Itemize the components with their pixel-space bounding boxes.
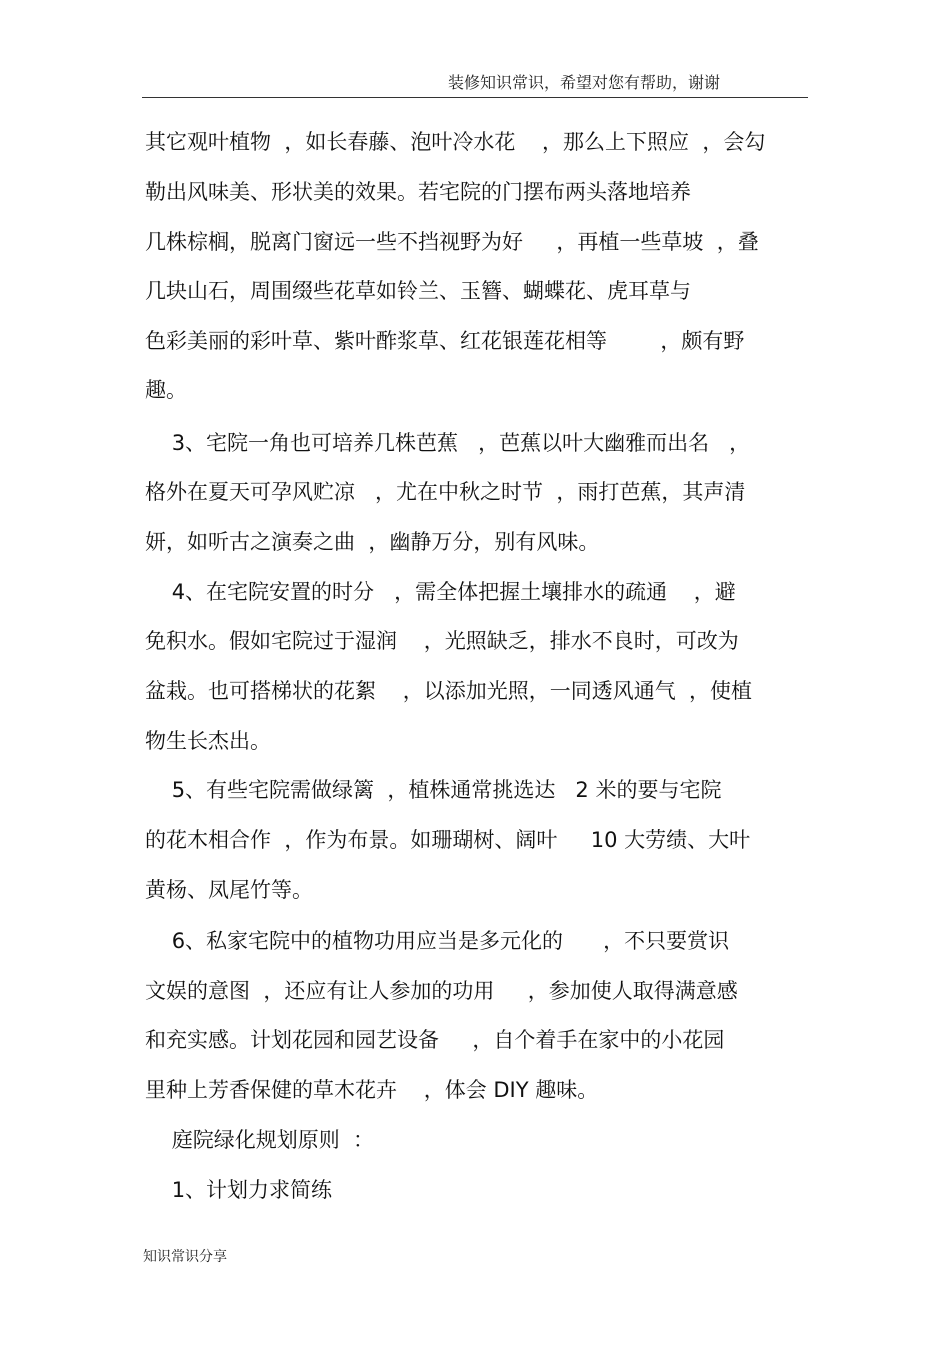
text-line: 文娱的意图 ，还应有让人参加的功用 ，参加使人取得满意感 xyxy=(145,979,738,1003)
page-footer: 知识常识分享 xyxy=(143,1249,227,1265)
text-line: 庭院绿化规划原则 ： xyxy=(145,1128,375,1152)
text-line: 物生长杰出。 xyxy=(145,729,271,753)
text-line: 3、宅院一角也可培养几株芭蕉 ，芭蕉以叶大幽雅而出名 ， xyxy=(145,431,751,455)
text-line: 格外在夏天可孕风贮凉 ，尤在中秋之时节 ，雨打芭蕉，其声清 xyxy=(145,480,746,504)
text-line: 几块山石，周围缀些花草如铃兰、玉簪、蝴蝶花、虎耳草与 xyxy=(145,279,691,303)
text-line: 4、在宅院安置的时分 ，需全体把握土壤排水的疏通 ，避 xyxy=(145,580,736,604)
text-line: 6、私家宅院中的植物功用应当是多元化的 ，不只要赏识 xyxy=(145,929,730,953)
page-header: 装修知识常识，希望对您有帮助，谢谢 xyxy=(448,73,721,92)
text-line: 勒出风味美、形状美的效果。若宅院的门摆布两头落地培养 xyxy=(145,180,691,204)
text-line: 盆栽。也可搭梯状的花絮 ，以添加光照，一同透风通气 ，使植 xyxy=(145,679,753,703)
text-line: 和充实感。计划花园和园艺设备 ，自个着手在家中的小花园 xyxy=(145,1028,725,1052)
text-line: 里种上芳香保健的草木花卉 ，体会 DIY 趣味。 xyxy=(145,1078,599,1102)
text-line: 妍，如听古之演奏之曲 ，幽静万分，别有风味。 xyxy=(145,530,600,554)
text-line: 其它观叶植物 ，如长春藤、泡叶冷水花 ，那么上下照应 ，会勾 xyxy=(145,130,766,154)
text-line: 趣。 xyxy=(145,378,187,402)
text-line: 黄杨、凤尾竹等。 xyxy=(145,878,313,902)
text-line: 5、有些宅院需做绿篱 ，植株通常挑选达 2 米的要与宅院 xyxy=(145,778,722,802)
text-line: 免积水。假如宅院过于湿润 ，光照缺乏，排水不良时，可改为 xyxy=(145,629,739,653)
header-divider xyxy=(142,97,808,98)
text-line: 色彩美丽的彩叶草、紫叶酢浆草、红花银莲花相等 ，颇有野 xyxy=(145,329,745,353)
text-line: 几株棕榈，脱离门窗远一些不挡视野为好 ，再植一些草坡 ，叠 xyxy=(145,230,759,254)
text-line: 的花木相合作 ，作为布景。如珊瑚树、阔叶 10 大劳绩、大叶 xyxy=(145,828,751,852)
text-line: 1、计划力求简练 xyxy=(145,1178,333,1202)
